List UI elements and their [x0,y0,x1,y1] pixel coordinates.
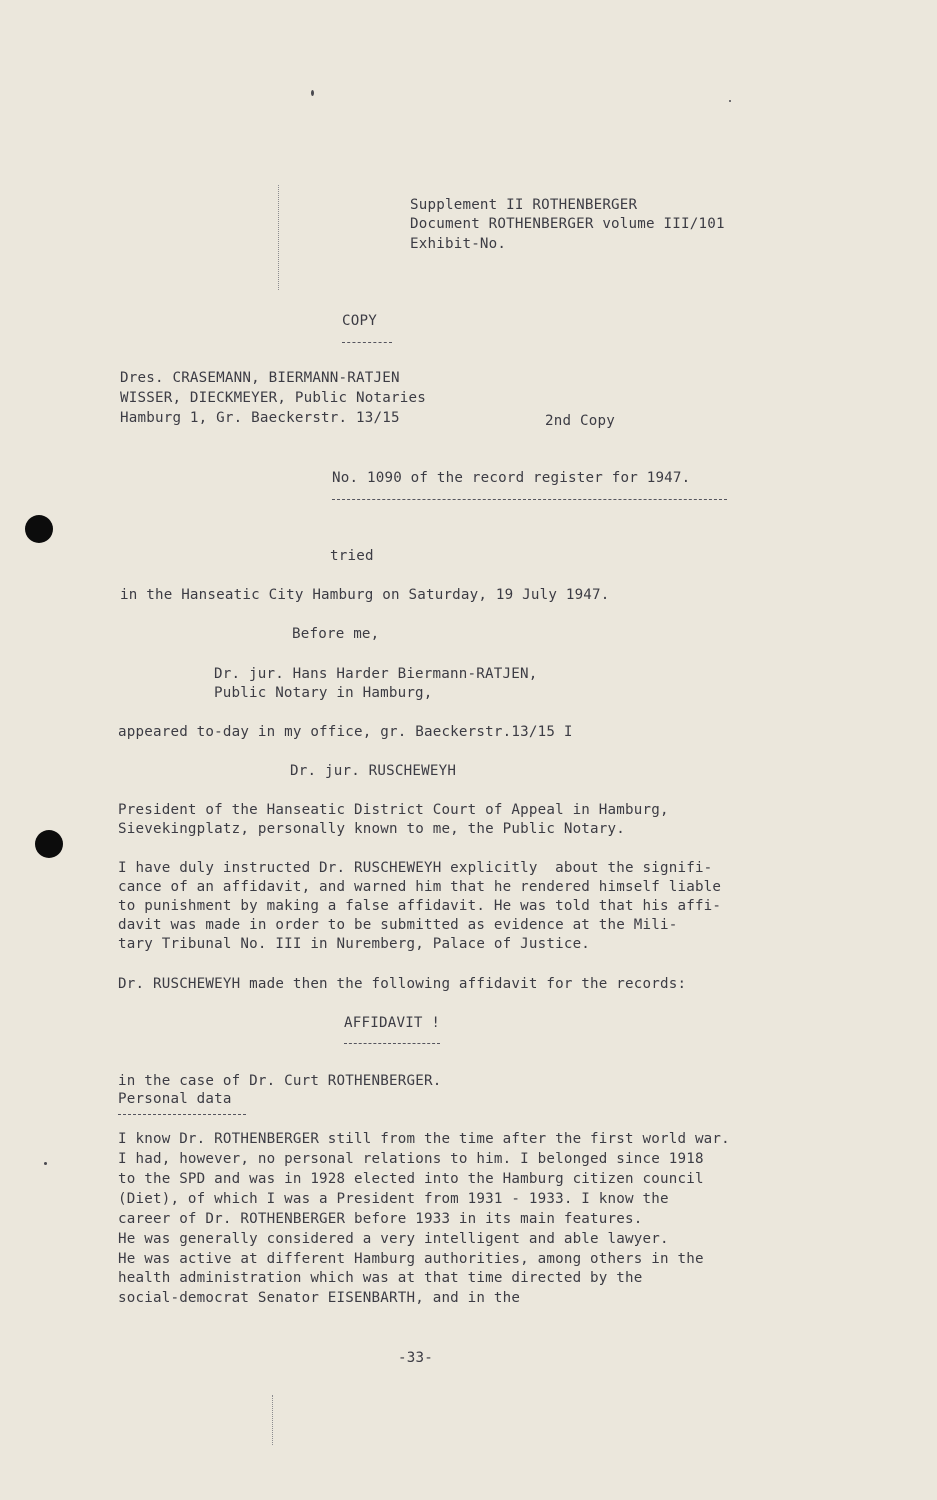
place-date-line: in the Hanseatic City Hamburg on Saturday, 19 July 1947. [120,587,610,603]
affidavit-underline [344,1043,440,1044]
binding-marks-top [278,185,281,290]
page-number: -33- [398,1350,433,1366]
notary-title-line: Public Notary in Hamburg, [214,685,433,701]
exhibit-line: Exhibit-No. [410,236,507,252]
body-line-5: career of Dr. ROTHENBERGER before 1933 in its main features. [118,1211,643,1227]
copy-label: COPY [342,313,377,329]
ink-speck [44,1162,47,1165]
tried-label: tried [330,548,374,564]
made-affidavit-line: Dr. RUSCHEWEYH made then the following affidavit for the records: [118,976,687,992]
binding-marks-bottom [272,1395,275,1445]
affiant-name: Dr. jur. RUSCHEWEYH [290,763,457,779]
affidavit-title: AFFIDAVIT ! [344,1015,441,1031]
president-line-1: President of the Hanseatic District Court of Appeal in Hamburg, [118,802,669,818]
body-line-7: He was active at different Hamburg authorities, among others in the [118,1251,704,1267]
case-line: in the case of Dr. Curt ROTHENBERGER. [118,1073,442,1089]
instruction-line-3: to punishment by making a false affidavit. He was told that his affi- [118,898,722,914]
body-line-9: social-democrat Senator EISENBARTH, and in the [118,1290,521,1306]
notary-name-line: Dr. jur. Hans Harder Biermann-RATJEN, [214,666,538,682]
body-line-2: I had, however, no personal relations to him. I belonged since 1918 [118,1151,704,1167]
notaries-line-1: Dres. CRASEMANN, BIERMANN-RATJEN [120,370,400,386]
document-line: Document ROTHENBERGER volume III/101 [410,216,725,232]
notaries-line-3: Hamburg 1, Gr. Baeckerstr. 13/15 [120,410,400,426]
body-line-8: health administration which was at that time directed by the [118,1270,643,1286]
body-line-1: I know Dr. ROTHENBERGER still from the time after the first world war. [118,1131,730,1147]
punch-hole-top [25,515,53,543]
ink-speck [729,100,731,102]
record-underline [332,499,727,500]
instruction-line-2: cance of an affidavit, and warned him that he rendered himself liable [118,879,722,895]
supplement-line: Supplement II ROTHENBERGER [410,197,638,213]
before-me-label: Before me, [292,626,380,642]
punch-hole-bottom [35,830,63,858]
instruction-line-5: tary Tribunal No. III in Nuremberg, Palace of Justice. [118,936,591,952]
second-copy-label: 2nd Copy [545,413,615,429]
personal-data-heading: Personal data [118,1091,232,1107]
appeared-line: appeared to-day in my office, gr. Baeckerstr.13/15 I [118,724,573,740]
president-line-2: Sievekingplatz, personally known to me, the Public Notary. [118,821,626,837]
ink-speck [311,90,314,96]
body-line-6: He was generally considered a very intelligent and able lawyer. [118,1231,669,1247]
instruction-line-4: davit was made in order to be submitted as evidence at the Mili- [118,917,678,933]
body-line-4: (Diet), of which I was a President from 1931 - 1933. I know the [118,1191,669,1207]
notaries-line-2: WISSER, DIECKMEYER, Public Notaries [120,390,426,406]
copy-underline [342,342,392,343]
body-line-3: to the SPD and was in 1928 elected into the Hamburg citizen council [118,1171,704,1187]
instruction-line-1: I have duly instructed Dr. RUSCHEWEYH explicitly about the signifi- [118,860,713,876]
record-register-line: No. 1090 of the record register for 1947. [332,470,691,486]
personal-data-underline [118,1114,246,1115]
